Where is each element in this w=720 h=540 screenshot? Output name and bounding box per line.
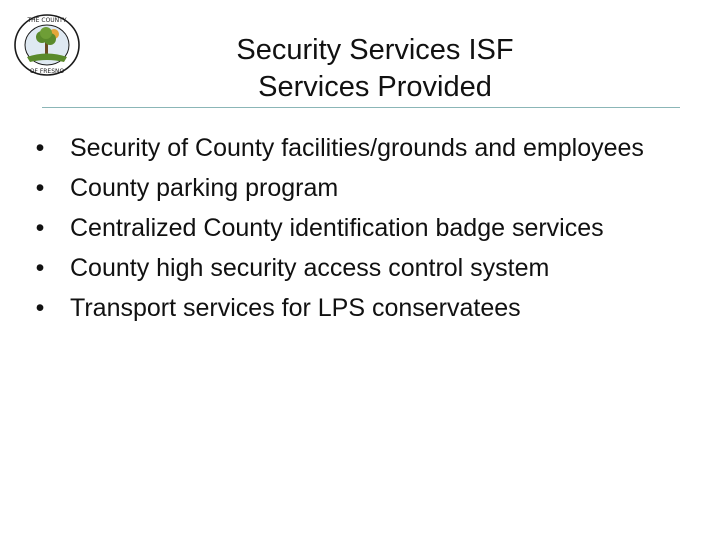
bullet-item: [30, 294, 700, 323]
slide-title: [150, 32, 600, 106]
title-line-2: Services Provided: [258, 71, 492, 103]
county-seal-icon: [12, 12, 82, 78]
bullet-item: [30, 214, 700, 243]
bullet-text: County parking program: [70, 174, 339, 202]
bullet-item: [30, 254, 700, 283]
bullet-text: Centralized County identification badge services: [70, 214, 604, 242]
bullet-item: [30, 174, 700, 203]
bullet-text: Transport services for LPS conservatees: [70, 294, 521, 322]
bullet-marker: •: [35, 134, 45, 162]
bullet-text: County high security access control system: [70, 254, 550, 282]
county-seal-logo: [12, 12, 82, 78]
bullet-list: [30, 134, 700, 334]
bullet-marker: •: [35, 294, 45, 322]
bullet-text: Security of County facilities/grounds and employees: [70, 134, 644, 162]
svg-text:OF FRESNO: OF FRESNO: [29, 68, 65, 75]
svg-text:THE COUNTY: THE COUNTY: [27, 17, 67, 24]
bullet-marker: •: [35, 174, 45, 202]
bullet-marker: •: [35, 254, 45, 282]
title-divider: [42, 107, 680, 108]
bullet-marker: •: [35, 214, 45, 242]
bullet-item: [30, 134, 700, 163]
title-line-1: Security Services ISF: [236, 34, 514, 66]
